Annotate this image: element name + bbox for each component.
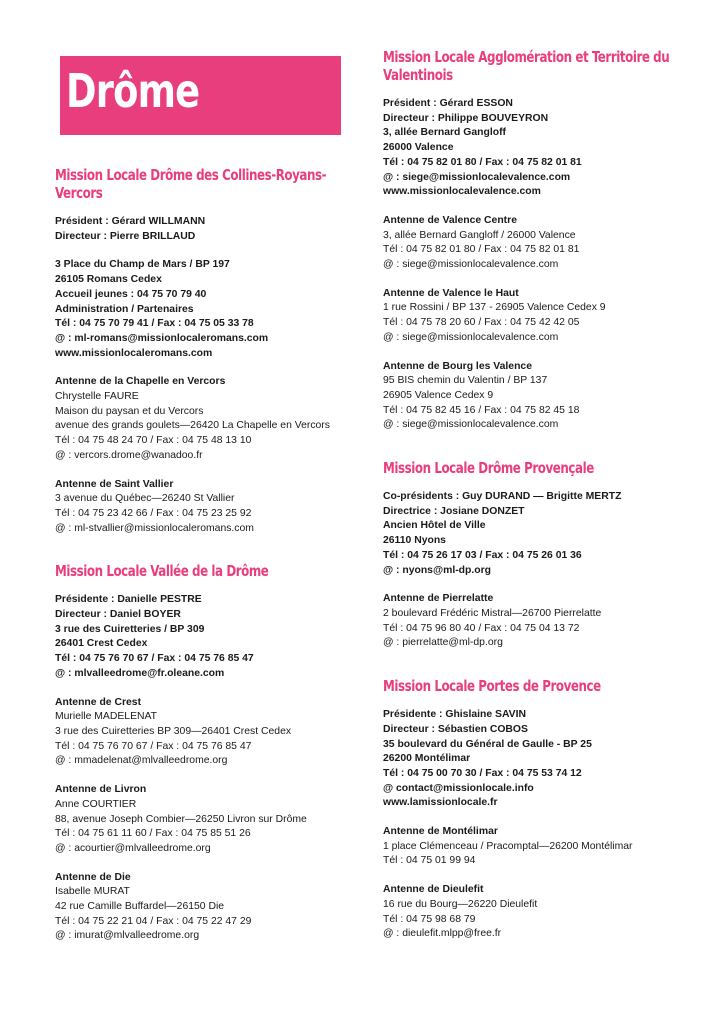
email-line: @ contact@missionlocale.info (383, 782, 534, 794)
email-line: @ : imurat@mlvalleedrome.org (55, 930, 200, 942)
contact-block (55, 375, 355, 463)
website-line: www.lamissionlocale.fr (383, 797, 498, 809)
phone-line: Tél : 04 75 70 79 41 / Fax : 04 75 05 33 78 (55, 318, 254, 330)
section-heading-mission-locale-portes-de-provence: Mission Locale Portes de Provence (383, 677, 601, 696)
contact-block (383, 287, 683, 346)
text-line: 3 rue des Cuiretteries BP 309—26401 Crest Cedex (55, 725, 292, 737)
contact-block (55, 215, 355, 244)
contact-block (55, 783, 355, 857)
text-line: 2 boulevard Frédéric Mistral—26700 Pierrelatte (383, 607, 602, 619)
text-line: Administration / Partenaires (55, 303, 194, 315)
text-line: Antenne de Valence le Haut (383, 287, 519, 299)
text-line: Antenne de Livron (55, 784, 147, 796)
text-line: Président : Gérard WILLMANN (55, 216, 206, 227)
phone-line: Tél : 04 75 78 20 60 / Fax : 04 75 42 42 05 (383, 317, 580, 329)
left-column (55, 166, 355, 970)
text-line: Antenne de Montélimar (383, 826, 498, 838)
text-line: 26000 Valence (383, 142, 454, 154)
text-line: 3 avenue du Québec—26240 St Vallier (55, 493, 235, 505)
text-line: Accueil jeunes : 04 75 70 79 40 (55, 288, 207, 300)
phone-line: Tél : 04 75 96 80 40 / Fax : 04 75 04 13 72 (383, 622, 580, 634)
text-line: Directrice : Josiane DONZET (383, 505, 525, 517)
email-line: @ : siege@missionlocalevalence.com (383, 419, 559, 431)
contact-block (383, 825, 683, 869)
text-line: 3, allée Bernard Gangloff (383, 127, 506, 139)
text-line: 95 BIS chemin du Valentin / BP 137 (383, 375, 548, 387)
contact-block (383, 592, 683, 651)
text-line: Antenne de Saint Vallier (55, 478, 174, 490)
text-line: Antenne de Bourg les Valence (383, 360, 532, 372)
text-line: Directeur : Daniel BOYER (55, 609, 181, 621)
phone-line: Tél : 04 75 23 42 66 / Fax : 04 75 23 25 92 (55, 507, 252, 519)
email-line: @ : acourtier@mlvalleedrome.org (55, 842, 211, 854)
text-line: Chrystelle FAURE (55, 391, 139, 403)
email-line: @ : siege@missionlocalevalence.com (383, 259, 559, 271)
text-line: Ancien Hôtel de Ville (383, 520, 486, 532)
text-line: Président : Gérard ESSON (383, 98, 513, 109)
text-line: Antenne de Dieulefit (383, 884, 484, 896)
text-line: Directeur : Sébastien COBOS (383, 723, 528, 735)
phone-line: Tél : 04 75 48 24 70 / Fax : 04 75 48 13 10 (55, 435, 252, 447)
text-line: Présidente : Ghislaine SAVIN (383, 709, 527, 721)
text-line: Antenne de Pierrelatte (383, 593, 494, 605)
text-line: 1 rue Rossini / BP 137 - 26905 Valence Cedex 9 (383, 302, 606, 314)
section-heading-mission-locale-agglomeration-et-territoire-du-valentinois: Mission Locale Agglomération et Territoire du Valentinois (383, 48, 670, 84)
email-line: @ : pierrelatte@ml-dp.org (383, 637, 503, 649)
text-line: 3 rue des Cuiretteries / BP 309 (55, 623, 205, 635)
contact-block (383, 360, 683, 434)
phone-line: Tél : 04 75 98 68 79 (383, 913, 476, 925)
contact-block (383, 490, 683, 578)
text-line: Murielle MADELENAT (55, 711, 158, 723)
text-line: 88, avenue Joseph Combier—26250 Livron sur Drôme (55, 813, 307, 825)
website-line: www.missionlocaleromans.com (55, 347, 213, 359)
contact-block (55, 478, 355, 537)
contact-block (55, 258, 355, 361)
text-line: Antenne de la Chapelle en Vercors (55, 376, 226, 388)
page-title: Drôme (66, 64, 200, 118)
text-line: 16 rue du Bourg—26220 Dieulefit (383, 898, 538, 910)
phone-line: Tél : 04 75 82 01 80 / Fax : 04 75 82 01 81 (383, 156, 582, 168)
section-spacer (55, 550, 355, 562)
contact-block (383, 214, 683, 273)
text-line: Antenne de Crest (55, 696, 142, 708)
phone-line: Tél : 04 75 00 70 30 / Fax : 04 75 53 74 12 (383, 767, 582, 779)
text-line: Isabelle MURAT (55, 886, 130, 898)
section-spacer (383, 447, 683, 459)
text-line: 26200 Montélimar (383, 753, 471, 765)
contact-block (383, 708, 683, 811)
contact-block (383, 883, 683, 942)
section-heading-mission-locale-drome-des-collines-royans-vercors: Mission Locale Drôme des Collines-Royans-Vercors (55, 166, 327, 202)
text-line: Directeur : Pierre BRILLAUD (55, 230, 196, 242)
section-spacer (383, 665, 683, 677)
phone-line: Tél : 04 75 01 99 94 (383, 855, 476, 867)
text-line: 42 rue Camille Buffardel—26150 Die (55, 901, 225, 913)
text-line: 3 Place du Champ de Mars / BP 197 (55, 259, 230, 271)
text-line: 26105 Romans Cedex (55, 274, 162, 286)
email-line: @ : nyons@ml-dp.org (383, 564, 492, 576)
right-column (383, 48, 683, 968)
phone-line: Tél : 04 75 26 17 03 / Fax : 04 75 26 01 36 (383, 549, 582, 561)
text-line: Co-présidents : Guy DURAND — Brigitte MERTZ (383, 491, 622, 503)
text-line: Présidente : Danielle PESTRE (55, 594, 202, 606)
text-line: 26905 Valence Cedex 9 (383, 389, 494, 401)
phone-line: Tél : 04 75 82 45 16 / Fax : 04 75 82 45 18 (383, 404, 580, 416)
phone-line: Tél : 04 75 76 70 67 / Fax : 04 75 76 85 47 (55, 653, 254, 665)
contact-block (55, 593, 355, 681)
text-line: 35 boulevard du Général de Gaulle - BP 25 (383, 738, 592, 750)
phone-line: Tél : 04 75 22 21 04 / Fax : 04 75 22 47 29 (55, 915, 252, 927)
text-line: avenue des grands goulets—26420 La Chapelle en Vercors (55, 420, 330, 432)
section-spacer (383, 956, 683, 968)
text-line: Anne COURTIER (55, 798, 137, 810)
text-line: 26401 Crest Cedex (55, 638, 148, 650)
email-line: @ : vercors.drome@wanadoo.fr (55, 449, 203, 461)
email-line: @ : mlvalleedrome@fr.oleane.com (55, 667, 225, 679)
text-line: Antenne de Valence Centre (383, 214, 517, 226)
email-line: @ : ml-stvallier@missionlocaleromans.com (55, 522, 254, 534)
contact-block (55, 696, 355, 770)
text-line: 26110 Nyons (383, 535, 446, 547)
contact-block (55, 871, 355, 945)
website-line: www.missionlocalevalence.com (383, 186, 541, 198)
email-line: @ : dieulefit.mlpp@free.fr (383, 928, 502, 940)
text-line: Directeur : Philippe BOUVEYRON (383, 112, 549, 124)
email-line: @ : siege@missionlocalevalence.com (383, 171, 571, 183)
phone-line: Tél : 04 75 76 70 67 / Fax : 04 75 76 85 47 (55, 740, 252, 752)
text-line: Antenne de Die (55, 871, 131, 883)
phone-line: Tél : 04 75 82 01 80 / Fax : 04 75 82 01 81 (383, 244, 580, 256)
contact-block (383, 97, 683, 200)
section-heading-mission-locale-drome-provencale: Mission Locale Drôme Provençale (383, 459, 594, 478)
email-line: @ : ml-romans@missionlocaleromans.com (55, 332, 269, 344)
text-line: 3, allée Bernard Gangloff / 26000 Valence (383, 229, 576, 241)
section-spacer (55, 958, 355, 970)
title-banner (60, 56, 341, 135)
email-line: @ : mmadelenat@mlvalleedrome.org (55, 755, 228, 767)
text-line: Maison du paysan et du Vercors (55, 405, 204, 417)
email-line: @ : siege@missionlocalevalence.com (383, 331, 559, 343)
text-line: 1 place Clémenceau / Pracomptal—26200 Montélimar (383, 840, 633, 852)
section-heading-mission-locale-vallee-de-la-drome: Mission Locale Vallée de la Drôme (55, 562, 269, 581)
phone-line: Tél : 04 75 61 11 60 / Fax : 04 75 85 51 26 (55, 828, 251, 840)
